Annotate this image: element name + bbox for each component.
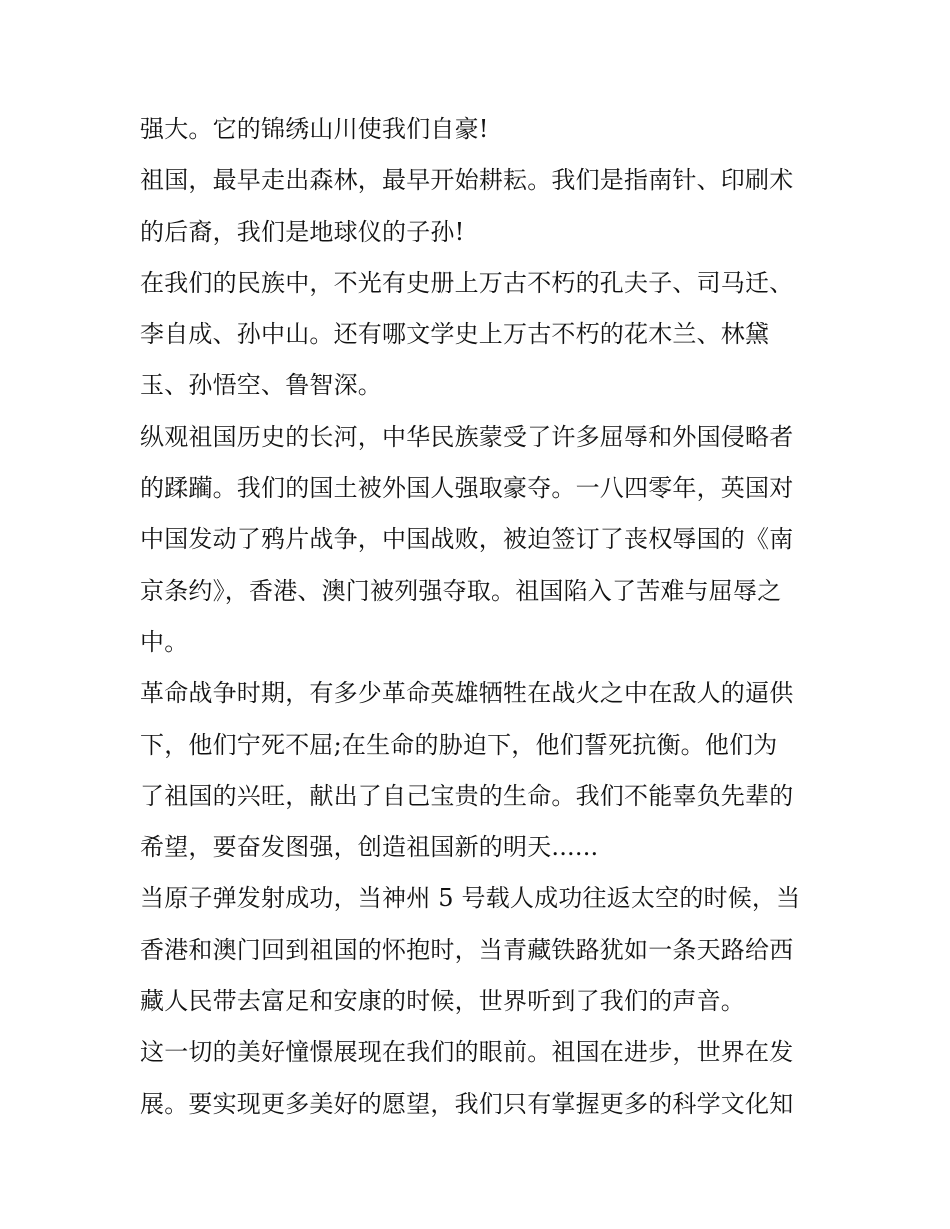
text-line: 下，他们宁死不屈;在生命的胁迫下，他们誓死抗衡。他们为 [140, 730, 778, 759]
text-line: 中。 [140, 627, 189, 656]
text-line: 当原子弹发射成功，当神州 5 号载人成功往返太空的时候，当 [140, 884, 801, 913]
text-line: 藏人民带去富足和安康的时候，世界听到了我们的声音。 [140, 987, 745, 1016]
text-line: 了祖国的兴旺，献出了自己宝贵的生命。我们不能辜负先辈的 [140, 781, 794, 810]
text-line: 这一切的美好憧憬展现在我们的眼前。祖国在进步，世界在发 [140, 1038, 794, 1067]
text-line: 京条约》，香港、澳门被列强夺取。祖国陷入了苦难与屈辱之 [140, 576, 782, 605]
text-line: 中国发动了鸦片战争，中国战败，被迫签订了丧权辱国的《南 [140, 525, 794, 554]
text-line: 展。要实现更多美好的愿望，我们只有掌握更多的科学文化知 [140, 1089, 794, 1118]
document-body [140, 104, 820, 1130]
text-line: 革命战争时期，有多少革命英雄牺牲在战火之中在敌人的逼供 [140, 679, 794, 708]
text-line: 的后裔，我们是地球仪的子孙! [140, 217, 465, 246]
text-line: 玉、孙悟空、鲁智深。 [140, 371, 382, 400]
text-line: 希望，要奋发图强，创造祖国新的明天...... [140, 833, 599, 862]
text-line: 的蹂躏。我们的国土被外国人强取豪夺。一八四零年，英国对 [140, 474, 794, 503]
text-line: 强大。它的锦绣山川使我们自豪! [140, 115, 489, 143]
text-line: 香港和澳门回到祖国的怀抱时，当青藏铁路犹如一条天路给西 [140, 935, 794, 964]
text-line: 李自成、孙中山。还有哪文学史上万古不朽的花木兰、林黛 [140, 320, 770, 349]
text-line: 祖国，最早走出森林，最早开始耕耘。我们是指南针、印刷术 [140, 166, 794, 195]
text-line: 在我们的民族中，不光有史册上万古不朽的孔夫子、司马迁、 [140, 268, 794, 297]
text-line: 纵观祖国历史的长河，中华民族蒙受了许多屈辱和外国侵略者 [140, 422, 794, 451]
